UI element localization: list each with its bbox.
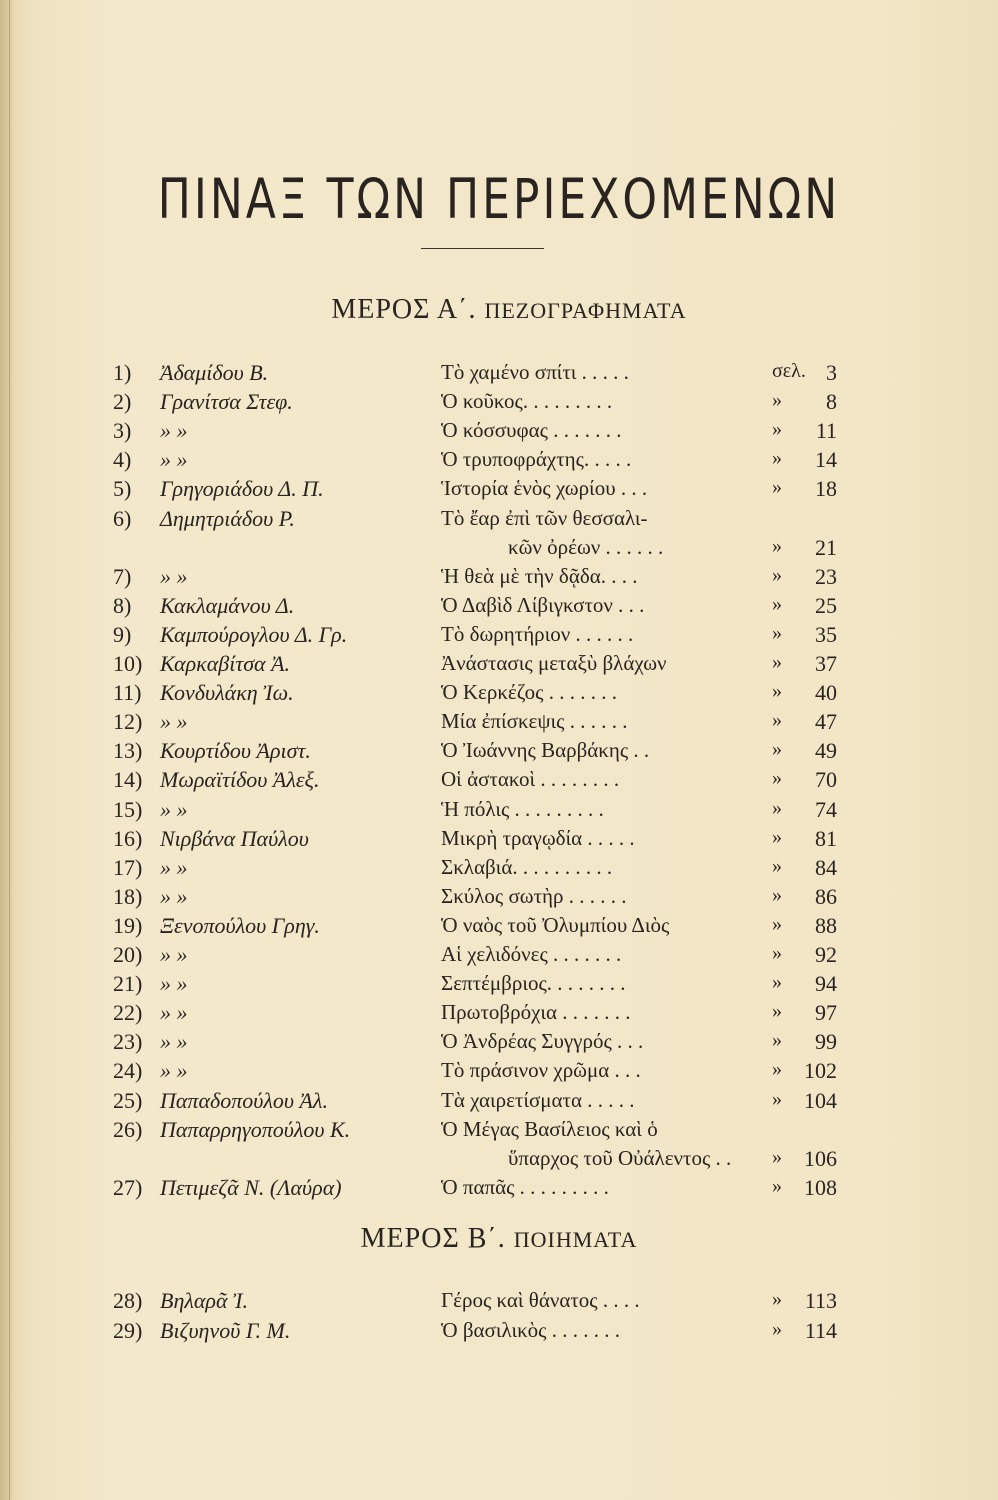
entry-page-mark: » <box>772 942 782 964</box>
toc-entry <box>0 418 998 448</box>
entry-author: Καμπούρογλου Δ. Γρ. <box>160 621 348 647</box>
entry-author: Δημητριάδου Ρ. <box>160 505 295 531</box>
entry-page-mark: » <box>772 389 782 412</box>
part-a-label: ΜΕΡΟΣ Α΄. <box>331 294 477 325</box>
entry-page-mark: » <box>772 534 782 557</box>
toc-entry <box>0 651 998 681</box>
entry-author: » » <box>160 418 188 444</box>
entry-page-mark: » <box>772 1174 782 1197</box>
entry-page-mark: » <box>772 447 782 470</box>
entry-page-mark: » <box>772 476 782 499</box>
entry-number: 6) <box>113 505 132 531</box>
entry-title: κῶν ὀρέων . . . . . . <box>508 534 664 559</box>
entry-title: Ὁ βασιλικὸς . . . . . . . <box>441 1318 620 1342</box>
entry-page-number: 97 <box>815 1000 837 1026</box>
toc-entry <box>0 942 998 972</box>
entry-number: 4) <box>113 447 132 473</box>
entry-title: Τὸ ἔαρ ἐπὶ τῶν θεσσαλι- <box>441 505 648 530</box>
toc-entry <box>0 1175 998 1205</box>
entry-page-mark: » <box>772 1058 782 1081</box>
entry-author: » » <box>160 883 188 909</box>
entry-title: Σκλαβιά. . . . . . . . . . <box>441 854 613 879</box>
entry-number: 24) <box>113 1058 143 1084</box>
part-a-subtitle: ΠΕΖΟΓΡΑΦΗΜΑΤΑ <box>484 298 687 323</box>
entry-number: 12) <box>113 709 143 735</box>
entry-page-number: 92 <box>815 942 837 967</box>
entry-author: » » <box>160 563 188 589</box>
toc-entry <box>0 1117 998 1147</box>
toc-entry <box>0 738 998 768</box>
page-title: ΠΙΝΑΞ ΤΩΝ ΠΕΡΙΕΧΟΜΕΝΩΝ <box>157 168 841 232</box>
entry-page-number: 25 <box>815 592 837 618</box>
toc-entry <box>0 360 998 390</box>
toc-entry <box>0 1088 998 1118</box>
entry-author: Παπαρρηγοπούλου Κ. <box>160 1116 351 1142</box>
entry-author: Κακλαμάνου Δ. <box>160 592 295 618</box>
entry-number: 26) <box>113 1116 143 1142</box>
entry-page-mark: » <box>772 883 782 906</box>
entry-title: Ἱστορία ἑνὸς χωρίου . . . <box>441 476 648 501</box>
entry-number: 25) <box>113 1087 143 1113</box>
toc-entry <box>0 506 998 536</box>
toc-entry <box>0 447 998 477</box>
entry-page-mark: » <box>772 796 782 819</box>
entry-number: 9) <box>113 621 132 647</box>
entry-author: » » <box>160 447 188 473</box>
entry-page-number: 81 <box>815 825 837 851</box>
entry-number: 22) <box>113 1000 143 1026</box>
entry-title: Σκύλος σωτὴρ . . . . . . <box>441 883 627 908</box>
part-b-subtitle: ΠΟΙΗΜΑΤΑ <box>513 1227 638 1252</box>
toc-entry <box>0 971 998 1001</box>
entry-page-number: 104 <box>804 1087 837 1113</box>
entry-page-mark: » <box>772 767 782 790</box>
entry-page-mark: » <box>772 651 782 673</box>
entry-title: Ὁ Ἰωάννης Βαρβάκης . . <box>441 738 650 763</box>
entry-title: Ὁ Ἀνδρέας Συγγρός . . . <box>441 1029 644 1054</box>
entry-page-number: 40 <box>815 680 837 706</box>
entry-number: 13) <box>113 738 143 764</box>
entry-title: Ἀνάστασις μεταξὺ βλάχων <box>441 651 667 675</box>
entry-page-number: 37 <box>815 651 837 676</box>
entry-page-number: 108 <box>804 1174 837 1200</box>
entry-author: » » <box>160 942 188 967</box>
entry-title: Τὸ δωρητήριον . . . . . . <box>441 621 634 646</box>
entry-title: Τὸ πράσινον χρῶμα . . . <box>441 1058 641 1083</box>
entry-page-number: 88 <box>815 912 837 938</box>
entry-author: » » <box>160 854 188 880</box>
entry-page-number: 21 <box>815 534 837 560</box>
entry-author: Κονδυλάκη Ἰω. <box>160 680 294 706</box>
entry-title: Ὁ ναὸς τοῦ Ὀλυμπίου Διὸς <box>441 912 670 937</box>
entry-title: Τὰ χαιρετίσματα . . . . . <box>441 1087 635 1112</box>
entry-page-mark: » <box>772 1288 782 1310</box>
entry-number: 21) <box>113 971 143 997</box>
entry-page-mark: » <box>772 592 782 615</box>
entry-page-mark: » <box>772 563 782 586</box>
entry-page-number: 70 <box>815 767 837 793</box>
entry-number: 19) <box>113 912 143 938</box>
toc-entry <box>0 913 998 943</box>
entry-title: Τὸ χαμένο σπίτι . . . . . <box>441 360 629 384</box>
entry-page-mark: » <box>772 680 782 703</box>
entry-author: Βηλαρᾶ Ἰ. <box>160 1288 249 1313</box>
entry-page-mark: » <box>772 854 782 877</box>
entry-author: Πετιμεζᾶ Ν. (Λαύρα) <box>160 1174 342 1200</box>
entry-page-mark: » <box>772 825 782 848</box>
entry-number: 11) <box>113 680 142 706</box>
entry-page-number: 49 <box>815 738 837 764</box>
toc-entry <box>0 1288 998 1318</box>
entry-title: Ὁ τρυποφράχτης. . . . . <box>441 447 632 472</box>
entry-title: Οἱ ἀστακοὶ . . . . . . . . <box>441 767 620 792</box>
entry-page-number: 3 <box>826 360 837 385</box>
toc-entry <box>0 1029 998 1059</box>
entry-number: 7) <box>113 563 132 589</box>
entry-number: 20) <box>113 942 143 967</box>
entry-page-number: 99 <box>815 1029 837 1055</box>
entry-page-mark: » <box>772 912 782 935</box>
toc-entry <box>0 535 998 565</box>
toc-entry <box>0 476 998 506</box>
entry-title: Ὁ Μέγας Βασίλειος καὶ ὁ <box>441 1116 658 1141</box>
entry-number: 28) <box>113 1288 143 1313</box>
entry-page-number: 106 <box>804 1145 837 1171</box>
entry-title: Μία ἐπίσκεψις . . . . . . <box>441 709 628 734</box>
entry-title: Ὁ παπᾶς . . . . . . . . . <box>441 1174 609 1199</box>
entry-author: Νιρβάνα Παύλου <box>160 825 309 851</box>
toc-entry <box>0 1000 998 1030</box>
toc-entry <box>0 622 998 652</box>
entry-author: Καρκαβίτσα Ἀ. <box>160 651 291 676</box>
toc-entry <box>0 1146 998 1176</box>
entry-page-mark: » <box>772 418 782 441</box>
entry-page-number: 114 <box>804 1318 837 1343</box>
title-rule <box>421 248 544 249</box>
toc-entry <box>0 593 998 623</box>
entry-page-mark: » <box>772 621 782 644</box>
entry-page-number: 18 <box>815 476 837 502</box>
entry-number: 10) <box>113 651 143 676</box>
entry-author: » » <box>160 1029 188 1055</box>
entry-author: Γρηγοριάδου Δ. Π. <box>160 476 324 502</box>
entry-page-mark: » <box>772 1000 782 1023</box>
toc-entry <box>0 709 998 739</box>
toc-entry <box>0 680 998 710</box>
entry-title: Αἱ χελιδόνες . . . . . . . <box>441 942 622 966</box>
entry-number: 18) <box>113 883 143 909</box>
entry-title: Μικρὴ τραγῳδία . . . . . <box>441 825 635 850</box>
entry-page-mark: » <box>772 1029 782 1052</box>
entry-author: Κουρτίδου Ἀριστ. <box>160 738 311 764</box>
entry-number: 23) <box>113 1029 143 1055</box>
part-b-heading <box>0 1223 998 1255</box>
entry-title: Ὁ κόσσυφας . . . . . . . <box>441 418 622 443</box>
toc-entry <box>0 855 998 885</box>
entry-number: 1) <box>113 360 132 385</box>
entry-author: » » <box>160 709 188 735</box>
toc-entry <box>0 1318 998 1348</box>
entry-number: 5) <box>113 476 132 502</box>
entry-page-number: 94 <box>815 971 837 997</box>
entry-title: Ὁ Κερκέζος . . . . . . . <box>441 680 617 705</box>
entry-number: 3) <box>113 418 132 444</box>
entry-page-number: 35 <box>815 621 837 647</box>
entry-author: Βιζυηνοῦ Γ. Μ. <box>160 1318 291 1343</box>
entry-title: Ὁ κοῦκος. . . . . . . . . <box>441 389 613 414</box>
entry-author: Παπαδοπούλου Ἀλ. <box>160 1087 328 1113</box>
part-a-heading <box>10 294 998 326</box>
toc-entry <box>0 767 998 797</box>
entry-number: 27) <box>113 1174 143 1200</box>
toc-entry <box>0 564 998 594</box>
entry-title: Ὁ Δαβὶδ Λίβιγκστον . . . <box>441 592 645 617</box>
entry-page-mark: » <box>772 1145 782 1168</box>
entry-number: 29) <box>113 1318 143 1343</box>
entry-title: ὕπαρχος τοῦ Οὐάλεντος . . <box>508 1145 732 1170</box>
entry-title: Γέρος καὶ θάνατος . . . . <box>441 1288 640 1312</box>
entry-number: 2) <box>113 389 132 415</box>
entry-title: Ἡ θεὰ μὲ τὴν δᾷδα. . . . <box>441 563 638 588</box>
entry-title: Πρωτοβρόχια . . . . . . . <box>441 1000 631 1025</box>
entry-page-number: 84 <box>815 854 837 880</box>
entry-page-number: 11 <box>815 418 837 444</box>
entry-number: 16) <box>113 825 143 851</box>
entry-page-mark: » <box>772 971 782 994</box>
entry-title: Σεπτέμβριος. . . . . . . . <box>441 971 626 996</box>
entry-author: » » <box>160 796 188 822</box>
entry-page-mark: » <box>772 1318 782 1340</box>
entry-author: » » <box>160 1000 188 1026</box>
toc-entry <box>0 389 998 419</box>
entry-number: 14) <box>113 767 143 793</box>
toc-entry <box>0 826 998 856</box>
entry-number: 15) <box>113 796 143 822</box>
entry-page-number: 86 <box>815 883 837 909</box>
entry-page-mark: » <box>772 738 782 761</box>
entry-author: Μωραϊτίδου Ἀλεξ. <box>160 767 320 793</box>
entry-page-number: 14 <box>815 447 837 473</box>
part-b-label: ΜΕΡΟΣ Β΄. <box>360 1223 506 1254</box>
entry-page-number: 102 <box>804 1058 837 1084</box>
entry-number: 8) <box>113 592 132 618</box>
entry-page-number: 113 <box>804 1288 837 1313</box>
entry-page-mark: » <box>772 709 782 732</box>
entry-page-mark: σελ. <box>772 360 806 382</box>
entry-number: 17) <box>113 854 143 880</box>
entry-page-number: 23 <box>815 563 837 589</box>
entry-page-number: 47 <box>815 709 837 735</box>
entry-author: » » <box>160 971 188 997</box>
entry-author: Γρανίτσα Στεφ. <box>160 389 293 415</box>
entry-page-number: 74 <box>815 796 837 822</box>
entry-title: Ἡ πόλις . . . . . . . . . <box>441 796 604 821</box>
toc-entry <box>0 797 998 827</box>
entry-page-number: 8 <box>826 389 837 415</box>
entry-page-mark: » <box>772 1087 782 1110</box>
entry-author: Ξενοπούλου Γρηγ. <box>160 912 320 938</box>
entry-author: Ἀδαμίδου Β. <box>160 360 269 385</box>
toc-entry <box>0 884 998 914</box>
entry-author: » » <box>160 1058 188 1084</box>
toc-entry <box>0 1058 998 1088</box>
